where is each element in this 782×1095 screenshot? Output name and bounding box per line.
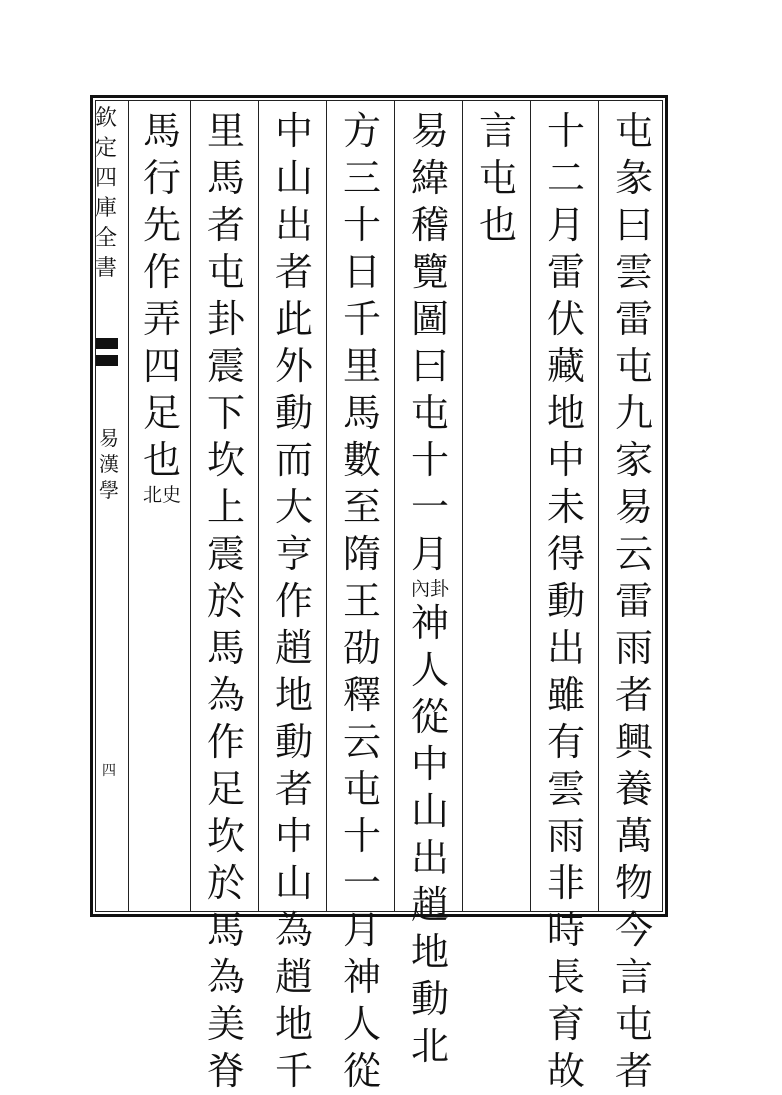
column-rule (462, 100, 463, 912)
column-text-continued: 神 人 從 中 山 出 趙 地 動 北 (410, 601, 449, 1068)
page-number: 四 (102, 763, 116, 779)
column-rule (326, 100, 327, 912)
column-text: 十 二 月 雷 伏 藏 地 中 未 得 動 出 雖 有 雲 雨 非 時 長 育 故 (546, 109, 585, 1093)
text-column-2 (538, 108, 594, 1095)
column-text: 屯 彖 曰 雲 雷 屯 九 家 易 云 雷 雨 者 興 養 萬 物 今 言 屯 者 (614, 109, 653, 1093)
text-column-7 (198, 108, 254, 1095)
book-title: 易 漢 學 (99, 426, 119, 502)
column-text: 中 山 出 者 此 外 動 而 大 亨 作 趙 地 動 者 中 山 為 趙 地 千 (274, 109, 313, 1093)
column-rule (190, 100, 191, 912)
column-text: 言 屯 也 (478, 109, 517, 247)
text-column-1 (606, 108, 662, 1095)
column-text: 方 三 十 日 千 里 馬 數 至 隋 王 劭 釋 云 屯 十 一 月 神 人 從 (342, 109, 381, 1093)
column-rule (258, 100, 259, 912)
column-rule (598, 100, 599, 912)
column-text: 易 緯 稽 覽 圖 曰 屯 十 一 月 (410, 109, 449, 576)
fish-tail-mark (96, 338, 118, 366)
column-text: 馬 行 先 作 弄 四 足 也 (142, 109, 181, 482)
column-note: 內卦 (410, 578, 449, 600)
column-note: 北史 (142, 484, 181, 506)
column-rule (530, 100, 531, 912)
text-column-4 (402, 108, 458, 1070)
text-column-8 (134, 108, 190, 506)
column-text: 里 馬 者 屯 卦 震 下 坎 上 震 於 馬 為 作 足 坎 於 馬 為 美 脊 (206, 109, 245, 1093)
column-rule (394, 100, 395, 912)
collection-title: 欽 定 四 庫 全 書 (94, 106, 117, 281)
text-column-6 (266, 108, 322, 1095)
text-column-3 (470, 108, 526, 249)
column-rule (128, 100, 129, 912)
text-column-5 (334, 108, 390, 1095)
